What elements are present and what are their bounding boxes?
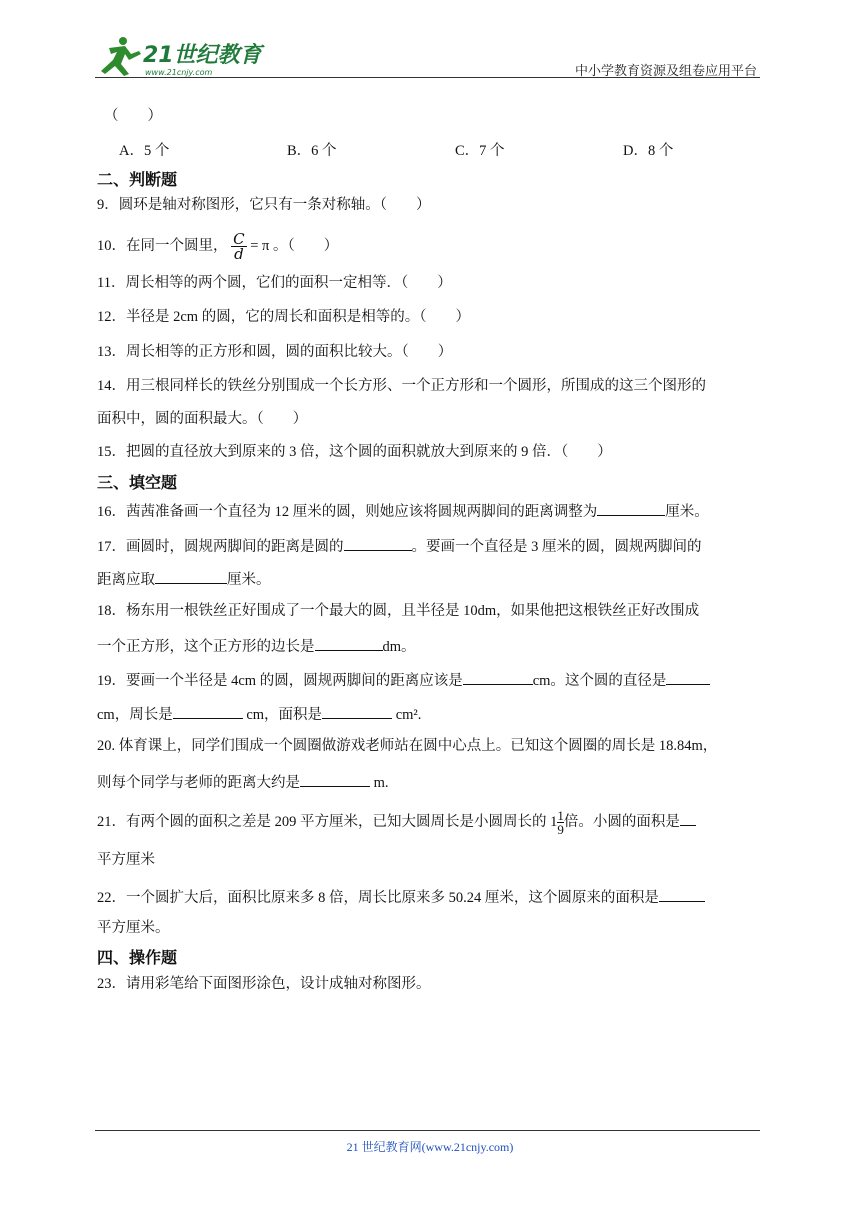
answer-blank[interactable]	[666, 668, 710, 685]
q19-text: 19．要画一个半径是 4cm 的圆，圆规两脚间的距离应该是	[97, 673, 463, 689]
question-23: 23．请用彩笔给下面图形涂色，设计成轴对称图形。	[97, 976, 431, 992]
platform-name: 中小学教育资源及组卷应用平台	[574, 63, 757, 78]
footer-divider	[95, 1130, 760, 1131]
q10-prefix: 10．在同一个圆里，	[97, 237, 228, 254]
c-over-d-fraction	[231, 232, 246, 261]
answer-blank[interactable]	[659, 885, 705, 902]
answer-blank[interactable]	[344, 534, 412, 551]
question-14-line2: 面积中，圆的面积最大。（ ）	[97, 411, 308, 427]
answer-blank[interactable]	[173, 702, 243, 719]
q18-text: 一个正方形，这个正方形的边长是	[97, 639, 315, 655]
q20-text: 则每个同学与老师的距离大约是	[97, 775, 300, 791]
q21-text-cont: 倍。小圆的面积是	[563, 814, 680, 830]
q19-text-cont: cm。这个圆的直径是	[532, 673, 667, 689]
question-22-line2: 平方厘米。	[97, 920, 170, 936]
question-21-line2: 平方厘米	[97, 852, 155, 868]
q17-text-cont: 。要画一个直径是 3 厘米的圆，圆规两脚间的	[411, 539, 702, 555]
answer-blank[interactable]	[155, 567, 227, 584]
question-14-line1: 14．用三根同样长的铁丝分别围成一个长方形、一个正方形和一个圆形，所围成的这三个图形的	[97, 378, 706, 394]
q8-answer-paren: （ ）	[104, 108, 162, 124]
page-header	[95, 30, 760, 80]
question-20-line2	[97, 770, 389, 793]
fraction-numerator: 1	[557, 808, 564, 824]
question-19-line2	[97, 702, 421, 725]
question-16	[97, 499, 709, 522]
header-divider	[95, 77, 760, 78]
q18-unit: dm。	[382, 639, 416, 655]
q8-option-c: C．7 个	[455, 143, 505, 159]
q8-option-b: B．6 个	[287, 143, 337, 159]
answer-blank[interactable]	[597, 499, 665, 516]
section-operation-title: 四、操作题	[97, 948, 178, 967]
question-22-line1	[97, 885, 705, 908]
question-9: 9．圆环是轴对称图形，它只有一条对称轴。（ ）	[97, 197, 431, 213]
q10-suffix: = π 。（ ）	[250, 237, 339, 254]
q8-option-d: D．8 个	[623, 143, 674, 159]
question-21-line1	[97, 809, 696, 836]
question-17-line2	[97, 567, 271, 590]
q19-text-b1: cm，周长是	[97, 707, 173, 723]
q16-unit: 厘米。	[665, 504, 709, 520]
q8-option-a: A．5 个	[119, 143, 170, 159]
q16-text: 16．茜茜准备画一个直径为 12 厘米的圆，则她应该将圆规两脚间的距离调整为	[97, 504, 598, 520]
question-17-line1	[97, 534, 702, 557]
question-13: 13．周长相等的正方形和圆，圆的面积比较大。（ ）	[97, 344, 453, 360]
q17-text-b: 距离应取	[97, 572, 155, 588]
q19-text-b2: cm，面积是	[242, 707, 323, 723]
answer-blank[interactable]	[463, 668, 533, 685]
q17-text: 17．画圆时，圆规两脚间的距离是圆的	[97, 539, 344, 555]
fraction-denominator: d	[234, 245, 244, 263]
question-19-line1	[97, 668, 710, 691]
site-logo	[95, 34, 265, 78]
answer-blank[interactable]	[322, 702, 392, 719]
question-15: 15．把圆的直径放大到原来的 3 倍，这个圆的面积就放大到原来的 9 倍．（ ）	[97, 444, 612, 460]
svg-text:www.21cnjy.com: www.21cnjy.com	[145, 68, 213, 77]
question-20-line1: 20. 体育课上，同学们围成一个圆圈做游戏老师站在圆中心点上。已知这个圆圈的周长是 18.84m，	[97, 738, 718, 754]
fraction-denominator: 9	[557, 822, 564, 838]
question-10	[97, 232, 338, 261]
question-18-line2	[97, 634, 416, 657]
svg-text:21世纪教育: 21世纪教育	[143, 43, 262, 68]
q20-unit: m.	[370, 775, 389, 791]
question-18-line1: 18．杨东用一根铁丝正好围成了一个最大的圆，且半径是 10dm，如果他把这根铁丝正好改围成	[97, 603, 700, 619]
question-12: 12．半径是 2cm 的圆，它的周长和面积是相等的。（ ）	[97, 309, 470, 325]
answer-blank[interactable]	[315, 634, 383, 651]
q22-text: 22．一个圆扩大后，面积比原来多 8 倍，周长比原来多 50.24 厘米，这个圆原来的面积是	[97, 890, 659, 906]
q21-text: 21．有两个圆的面积之差是 209 平方厘米，已知大圆周长是小圆周长的 1	[97, 814, 558, 830]
q17-unit: 厘米。	[227, 572, 271, 588]
q19-text-b3: cm².	[392, 707, 422, 723]
section-judgement-title: 二、判断题	[97, 170, 178, 189]
answer-blank[interactable]	[300, 770, 370, 787]
section-fill-title: 三、填空题	[97, 473, 178, 492]
footer-text: 21 世纪教育网(www.21cnjy.com)	[346, 1140, 514, 1154]
answer-blank[interactable]	[680, 809, 696, 826]
fraction-numerator: C	[233, 230, 245, 248]
question-11: 11．周长相等的两个圆，它们的面积一定相等．（ ）	[97, 275, 452, 291]
